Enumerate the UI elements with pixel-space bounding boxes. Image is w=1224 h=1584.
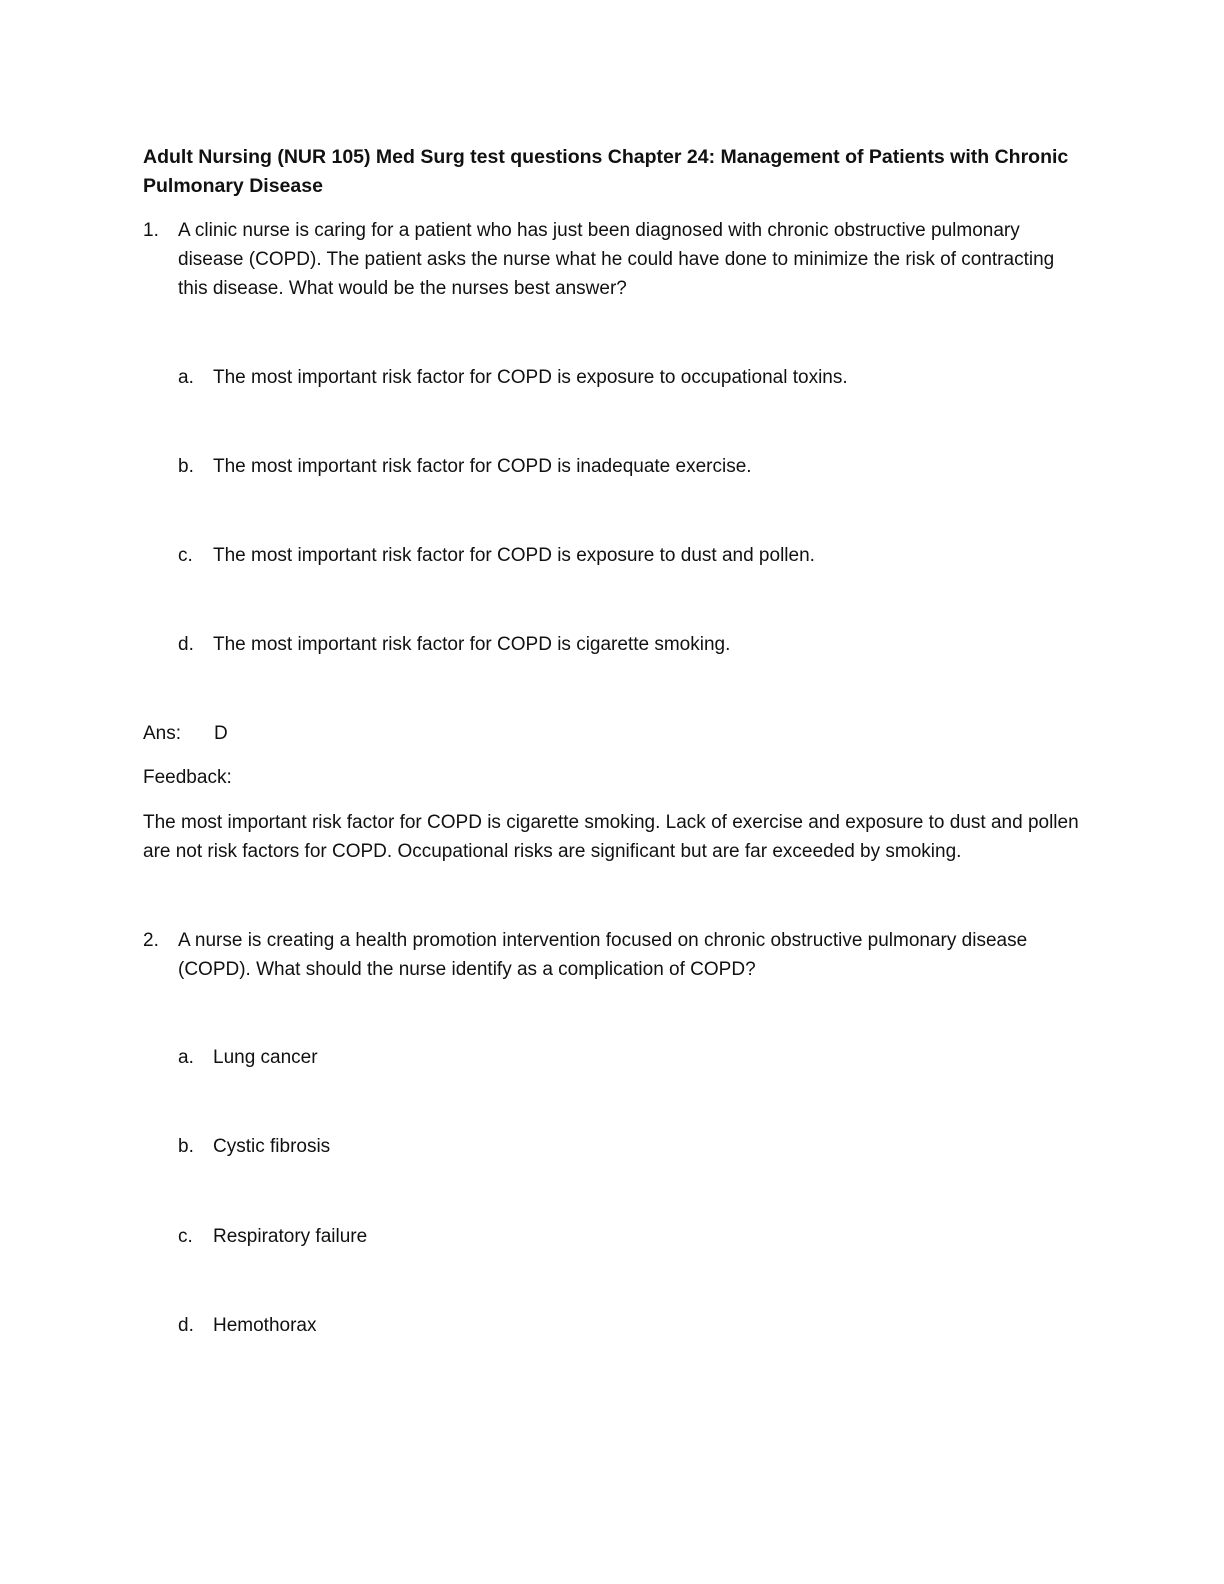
feedback-text: The most important risk factor for COPD is cigarette smoking. Lack of exercise and exposure to dust and pollen are not risk factors for COPD. Occupational risks are significant but are far exceeded by smoking.	[143, 812, 1079, 862]
option-letter: d.	[178, 1315, 194, 1336]
question-text: A nurse is creating a health promotion intervention focused on chronic obstructive pulmonary disease (COPD). What should the nurse identify as a complication of COPD?	[178, 930, 1028, 980]
question-1-stem	[143, 216, 1083, 303]
question-2-stem	[143, 926, 1083, 984]
question-2-option-a	[178, 1043, 1058, 1072]
question-1-option-c	[178, 541, 1058, 570]
answer-value: D	[214, 723, 228, 744]
option-letter: c.	[178, 1226, 193, 1247]
question-2-option-b	[178, 1132, 1058, 1161]
document-title: Adult Nursing (NUR 105) Med Surg test questions Chapter 24: Management of Patients with Chronic Pulmonary Disease	[143, 146, 1069, 197]
question-number: 2.	[143, 930, 159, 951]
option-text: The most important risk factor for COPD is inadequate exercise.	[213, 456, 752, 477]
option-text: The most important risk factor for COPD is cigarette smoking.	[213, 634, 731, 655]
question-2-option-c	[178, 1222, 1058, 1251]
answer-label: Ans:	[143, 723, 182, 744]
feedback-label: Feedback:	[143, 767, 232, 788]
option-text: Cystic fibrosis	[213, 1136, 331, 1157]
option-text: The most important risk factor for COPD is exposure to occupational toxins.	[213, 367, 848, 388]
option-text: Hemothorax	[213, 1315, 317, 1336]
question-1-option-a	[178, 363, 1058, 392]
question-text: A clinic nurse is caring for a patient who has just been diagnosed with chronic obstructive pulmonary disease (COPD). The patient asks the nurse what he could have done to minimize the risk of contracting this disease. What would be the nurses best answer?	[178, 220, 1055, 299]
option-letter: d.	[178, 634, 194, 655]
option-text: The most important risk factor for COPD is exposure to dust and pollen.	[213, 545, 815, 566]
option-letter: b.	[178, 456, 194, 477]
option-letter: c.	[178, 545, 193, 566]
question-1-option-b	[178, 452, 1058, 481]
option-letter: a.	[178, 367, 194, 388]
option-text: Respiratory failure	[213, 1226, 368, 1247]
question-1-option-d	[178, 630, 1058, 659]
option-text: Lung cancer	[213, 1047, 318, 1068]
question-number: 1.	[143, 220, 159, 241]
option-letter: a.	[178, 1047, 194, 1068]
question-2-option-d	[178, 1311, 1058, 1340]
option-letter: b.	[178, 1136, 194, 1157]
